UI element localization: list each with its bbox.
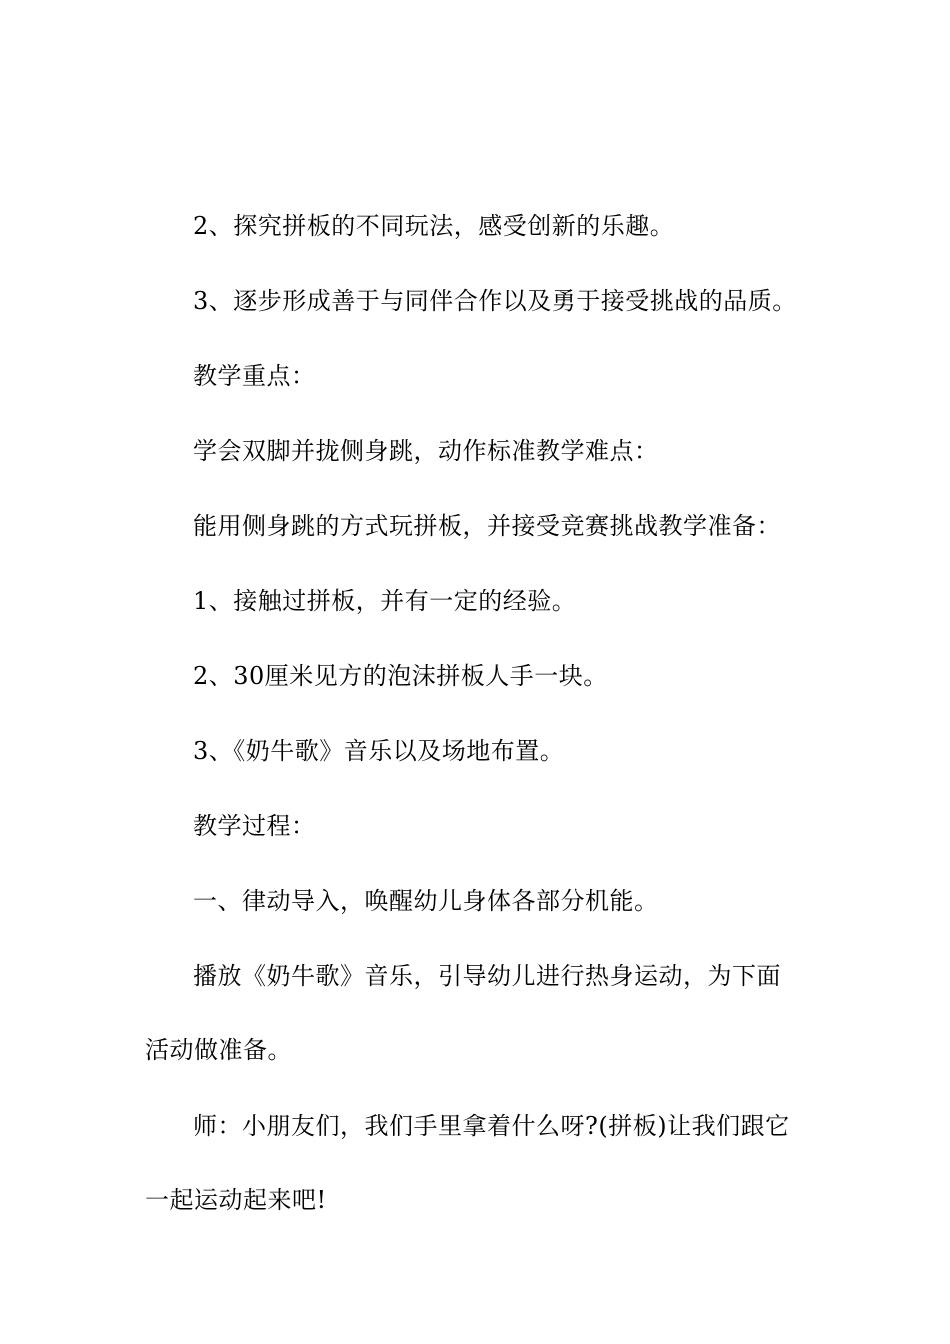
paragraph-teacher-dialogue: 师：小朋友们，我们手里拿着什么呀?(拼板)让我们跟它一起运动起来吧! [145, 1112, 790, 1214]
paragraph-step-1: 一、律动导入，唤醒幼儿身体各部分机能。 [193, 887, 659, 915]
paragraph-key-points: 学会双脚并拢侧身跳，动作标准教学难点： [193, 437, 659, 465]
paragraph-preparation-1: 1、接触过拼板，并有一定的经验。 [193, 587, 577, 615]
paragraph-difficulty: 能用侧身跳的方式玩拼板，并接受竞赛挑战教学准备： [193, 512, 781, 540]
paragraph-preparation-2: 2、30厘米见方的泡沫拼板人手一块。 [193, 662, 608, 690]
paragraph-key-points-heading: 教学重点： [193, 362, 316, 390]
paragraph-step-1-detail: 播放《奶牛歌》音乐，引导幼儿进行热身运动，为下面活动做准备。 [145, 962, 781, 1064]
paragraph-preparation-3: 3、《奶牛歌》音乐以及场地布置。 [193, 737, 565, 765]
paragraph-objective-2: 2、探究拼板的不同玩法，感受创新的乐趣。 [193, 212, 675, 240]
paragraph-process-heading: 教学过程： [193, 812, 316, 840]
paragraph-objective-3: 3、逐步形成善于与同伴合作以及勇于接受挑战的品质。 [193, 287, 797, 315]
